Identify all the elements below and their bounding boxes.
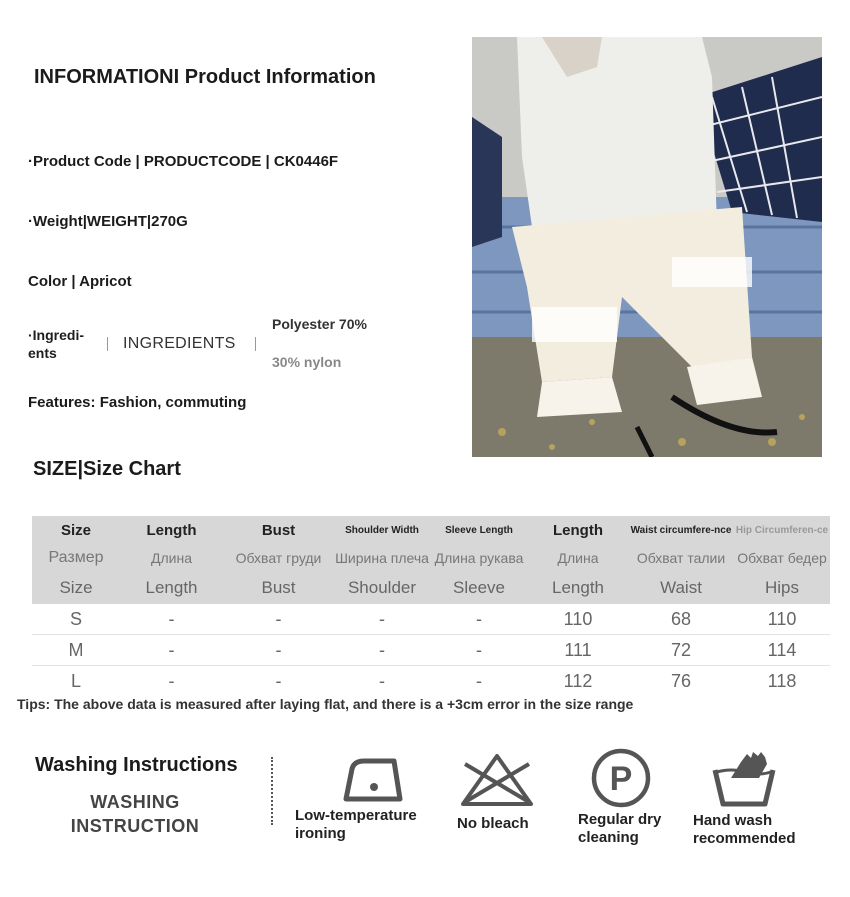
washing-subtitle: WASHING INSTRUCTION: [70, 792, 200, 836]
size-row-m: [32, 635, 830, 666]
ingredient-polyester: Polyester 70%: [272, 316, 367, 332]
size-header-short-row: [32, 572, 830, 604]
table-cell: M: [32, 635, 120, 666]
product-code: ·Product Code | PRODUCTCODE | CK0446F: [28, 153, 339, 170]
header-cell: Размер: [32, 544, 120, 572]
product-photo: [472, 37, 822, 457]
table-cell: -: [120, 635, 223, 666]
header-cell: Длина: [120, 544, 223, 572]
header-cell: Hip Circumferen-ce: [734, 516, 830, 544]
table-cell: 110: [734, 604, 830, 635]
wash-label-handwash: Hand wash recommended: [693, 812, 796, 847]
ingredients-separator: [255, 337, 256, 351]
table-cell: -: [379, 670, 385, 691]
product-features: Features: Fashion, commuting: [28, 394, 247, 411]
size-chart-title: SIZE|Size Chart: [33, 458, 181, 480]
dry-clean-p-icon: [590, 747, 652, 809]
header-cell: Длина: [528, 544, 628, 572]
header-cell: Bust: [223, 572, 334, 604]
ingredients-label: ·Ingredi-ents: [28, 327, 84, 361]
size-row-l: [32, 666, 830, 697]
table-cell: 76: [670, 670, 692, 691]
table-cell: -: [223, 604, 334, 635]
header-cell: Waist: [628, 572, 734, 604]
info-title: INFORMATIONI Product Information: [34, 66, 376, 88]
header-cell: Обхват бедер: [734, 544, 830, 572]
size-header-ru-row: [32, 544, 830, 572]
size-row-s: [32, 604, 830, 635]
size-header-en-row: [32, 516, 830, 544]
table-cell: -: [334, 635, 430, 666]
wash-label-dryclean: Regular dry cleaning: [578, 811, 662, 846]
wash-label-ironing: Low-temperature ironing: [295, 807, 417, 842]
header-cell: Длина рукава: [430, 544, 528, 572]
table-cell: 72: [628, 635, 734, 666]
header-cell: Sleeve: [430, 572, 528, 604]
header-cell: Waist circumfere-nce: [628, 516, 734, 544]
table-cell: -: [275, 670, 282, 691]
table-cell: -: [430, 604, 528, 635]
header-cell: Length: [120, 572, 223, 604]
table-cell: 110: [528, 604, 628, 635]
header-cell: Length: [528, 572, 628, 604]
header-cell: Sleeve Length: [430, 516, 528, 544]
iron-low-temp-icon: [338, 755, 406, 805]
header-cell: Length: [120, 516, 223, 544]
table-cell: 114: [734, 635, 830, 666]
table-cell: 112: [563, 670, 593, 691]
table-cell: L: [70, 670, 81, 691]
table-cell: -: [168, 670, 175, 691]
ingredients-en: INGREDIENTS: [123, 335, 236, 352]
hand-wash-icon: [711, 748, 777, 808]
header-cell: Length: [528, 516, 628, 544]
table-cell: 118: [767, 670, 797, 691]
table-cell: -: [120, 604, 223, 635]
table-cell: -: [430, 635, 528, 666]
header-cell: Shoulder: [334, 572, 430, 604]
no-bleach-icon: [459, 752, 535, 808]
header-cell: Обхват талии: [628, 544, 734, 572]
washing-divider: [271, 757, 273, 825]
table-cell: -: [476, 670, 482, 691]
header-cell: Shoulder Width: [334, 516, 430, 544]
product-weight: ·Weight|WEIGHT|270G: [28, 213, 188, 230]
header-cell: Size: [32, 572, 120, 604]
washing-title: Washing Instructions: [35, 754, 238, 776]
size-chart-table: [32, 516, 830, 696]
wash-label-bleach: No bleach: [457, 815, 529, 832]
table-cell: -: [223, 635, 334, 666]
header-cell: Ширина плеча: [334, 544, 430, 572]
svg-text:P: P: [609, 760, 633, 798]
ingredient-nylon: 30% nylon: [272, 354, 342, 370]
table-cell: 68: [628, 604, 734, 635]
header-cell: Size: [32, 516, 120, 544]
product-photo-illustration: [472, 37, 822, 457]
size-tips: Tips: The above data is measured after laying flat, and there is a +3cm error in the size range: [17, 696, 634, 712]
table-cell: -: [334, 604, 430, 635]
ingredients-separator: [107, 337, 108, 351]
header-cell: Обхват груди: [223, 544, 334, 572]
header-cell: Bust: [223, 516, 334, 544]
table-cell: 111: [528, 635, 628, 666]
product-color: Color | Apricot: [28, 273, 132, 290]
table-cell: S: [32, 604, 120, 635]
header-cell: Hips: [734, 572, 830, 604]
